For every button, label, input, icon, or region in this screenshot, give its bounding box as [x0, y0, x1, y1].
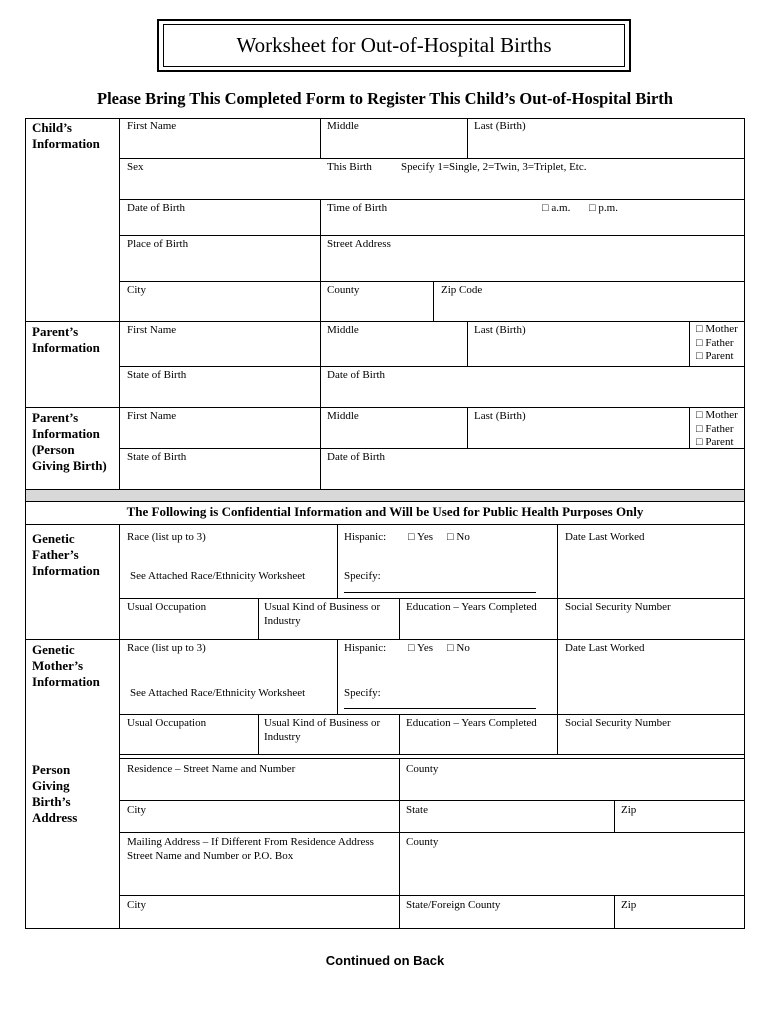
mother-specify-field[interactable]: Specify: [344, 687, 381, 699]
parent-checkbox[interactable]: □ Parent [696, 436, 734, 448]
section-line [25, 524, 745, 525]
cell-line [399, 598, 400, 640]
section-address-label: Person Giving Birth’s Address [32, 762, 78, 825]
child-last-field[interactable]: Last (Birth) [474, 120, 526, 132]
father-hispanic-no-checkbox[interactable]: □ No [447, 531, 470, 543]
row-line [119, 281, 745, 282]
mother-hispanic-yes-checkbox[interactable]: □ Yes [408, 642, 433, 654]
cell-line [614, 800, 615, 833]
child-county-field[interactable]: County [327, 284, 360, 296]
child-plurality-hint: Specify 1=Single, 2=Twin, 3=Triplet, Etc. [401, 161, 587, 173]
child-this-birth-field[interactable]: This Birth [327, 161, 372, 173]
section-birth-parent-label: Parent’s Information (Person Giving Birth) [32, 410, 107, 473]
child-city-field[interactable]: City [127, 284, 146, 296]
parent-date-of-birth-field[interactable]: Date of Birth [327, 369, 386, 381]
am-checkbox[interactable]: □ a.m. [542, 202, 571, 214]
residence-zip-field[interactable]: Zip [621, 804, 637, 816]
father-specify-field[interactable]: Specify: [344, 570, 381, 582]
section-mother-label: Genetic Mother’s Information [32, 642, 100, 689]
residence-street-field[interactable]: Residence – Street Name and Number [127, 763, 296, 775]
parent-last-field[interactable]: Last (Birth) [474, 324, 526, 336]
mother-checkbox[interactable]: □ Mother [696, 409, 738, 421]
section-line [25, 489, 745, 490]
cell-line [320, 321, 321, 407]
child-street-address-field[interactable]: Street Address [327, 238, 391, 250]
father-checkbox[interactable]: □ Father [696, 422, 734, 435]
mother-occupation-field[interactable]: Usual Occupation [127, 717, 207, 729]
divider-band [26, 489, 744, 501]
cell-line [320, 407, 321, 489]
mailing-state-foreign-field[interactable]: State/Foreign County [406, 899, 501, 911]
cell-line [467, 118, 468, 159]
father-business-field[interactable]: Usual Kind of Business or Industry [264, 601, 381, 627]
mailing-city-field[interactable]: City [127, 899, 146, 911]
mailing-county-field[interactable]: County [406, 836, 439, 848]
row-line [119, 800, 745, 801]
cell-line [337, 525, 338, 599]
child-first-name-field[interactable]: First Name [127, 120, 177, 132]
parent-checkbox[interactable]: □ Parent [696, 350, 734, 362]
cell-line [557, 639, 558, 755]
mother-race-field[interactable]: Race (list up to 3) [127, 642, 206, 654]
parent-state-of-birth-field[interactable]: State of Birth [127, 369, 187, 381]
section-father-label: Genetic Father’s Information [32, 531, 100, 578]
row-line [119, 895, 745, 896]
child-date-of-birth-field[interactable]: Date of Birth [127, 202, 186, 214]
cell-line [258, 714, 259, 755]
birth-parent-date-of-birth-field[interactable]: Date of Birth [327, 451, 386, 463]
mother-specify-line [344, 708, 536, 709]
cell-line [337, 639, 338, 715]
section-line [25, 407, 745, 408]
cell-line [467, 321, 468, 367]
birth-parent-middle-field[interactable]: Middle [327, 410, 359, 422]
residence-city-field[interactable]: City [127, 804, 146, 816]
cell-line [320, 235, 321, 282]
mother-date-last-worked-field[interactable]: Date Last Worked [565, 642, 645, 654]
cell-line [320, 199, 321, 236]
father-hispanic-label: Hispanic: [344, 531, 387, 543]
mother-ssn-field[interactable]: Social Security Number [565, 717, 671, 729]
father-race-note: See Attached Race/Ethnicity Worksheet [130, 570, 306, 582]
row-line [119, 235, 745, 236]
cell-line [258, 598, 259, 640]
row-line [119, 158, 745, 159]
form-title: Worksheet for Out-of-Hospital Births [163, 24, 625, 67]
parent-middle-field[interactable]: Middle [327, 324, 359, 336]
mother-checkbox[interactable]: □ Mother [696, 323, 738, 335]
row-line [119, 199, 745, 200]
residence-state-field[interactable]: State [406, 804, 428, 816]
cell-line [557, 525, 558, 640]
child-zip-field[interactable]: Zip Code [441, 284, 483, 296]
father-specify-line [344, 592, 536, 593]
form-subtitle: Please Bring This Completed Form to Register This Child’s Out-of-Hospital Birth [97, 89, 673, 108]
mother-race-note: See Attached Race/Ethnicity Worksheet [130, 687, 306, 699]
parent-role-checkboxes[interactable] [696, 323, 738, 364]
section-line [25, 321, 745, 322]
father-hispanic-yes-checkbox[interactable]: □ Yes [408, 531, 433, 543]
birth-parent-state-of-birth-field[interactable]: State of Birth [127, 451, 187, 463]
mailing-address-field[interactable]: Mailing Address – If Different From Residence Address Street Name and Number or P.O. Box [127, 836, 374, 862]
birth-parent-first-name-field[interactable]: First Name [127, 410, 177, 422]
father-ssn-field[interactable]: Social Security Number [565, 601, 671, 613]
cell-line [399, 714, 400, 755]
mother-hispanic-no-checkbox[interactable]: □ No [447, 642, 470, 654]
cell-line [399, 758, 400, 929]
parent-first-name-field[interactable]: First Name [127, 324, 177, 336]
cell-line [689, 407, 690, 449]
cell-line [433, 281, 434, 322]
mother-business-field[interactable]: Usual Kind of Business or Industry [264, 717, 381, 743]
row-line [119, 366, 745, 367]
cell-line [467, 407, 468, 449]
frame-bottom [25, 928, 745, 929]
mother-hispanic-label: Hispanic: [344, 642, 387, 654]
mailing-zip-field[interactable]: Zip [621, 899, 637, 911]
residence-county-field[interactable]: County [406, 763, 439, 775]
child-middle-field[interactable]: Middle [327, 120, 359, 132]
row-line [119, 832, 745, 833]
birth-parent-role-checkboxes[interactable] [696, 409, 738, 450]
confidential-notice: The Following is Confidential Information and Will be Used for Public Health Purposes Only [126, 504, 644, 519]
section-parent-label: Parent’s Information [32, 324, 100, 355]
child-place-of-birth-field[interactable]: Place of Birth [127, 238, 189, 250]
section-child-label: Child’s Information [32, 120, 100, 151]
pm-checkbox[interactable]: □ p.m. [589, 202, 618, 214]
father-race-field[interactable]: Race (list up to 3) [127, 531, 206, 543]
father-education-field[interactable]: Education – Years Completed [406, 601, 537, 613]
col-divider [119, 118, 120, 490]
cell-line [689, 321, 690, 367]
mother-education-field[interactable]: Education – Years Completed [406, 717, 537, 729]
row-line [119, 754, 745, 755]
row-line [119, 598, 745, 599]
section-line [25, 501, 745, 502]
child-sex-field[interactable]: Sex [127, 161, 144, 173]
section-line [25, 639, 745, 640]
father-checkbox[interactable]: □ Father [696, 336, 734, 349]
cell-line [320, 118, 321, 159]
child-time-of-birth-field[interactable]: Time of Birth [327, 202, 388, 214]
col-divider [119, 525, 120, 929]
cell-line [614, 895, 615, 929]
row-line [119, 448, 745, 449]
continued-on-back: Continued on Back [325, 953, 445, 968]
father-occupation-field[interactable]: Usual Occupation [127, 601, 207, 613]
cell-line [320, 281, 321, 322]
row-line [119, 714, 745, 715]
row-line [119, 758, 745, 759]
birth-parent-last-field[interactable]: Last (Birth) [474, 410, 526, 422]
father-date-last-worked-field[interactable]: Date Last Worked [565, 531, 645, 543]
